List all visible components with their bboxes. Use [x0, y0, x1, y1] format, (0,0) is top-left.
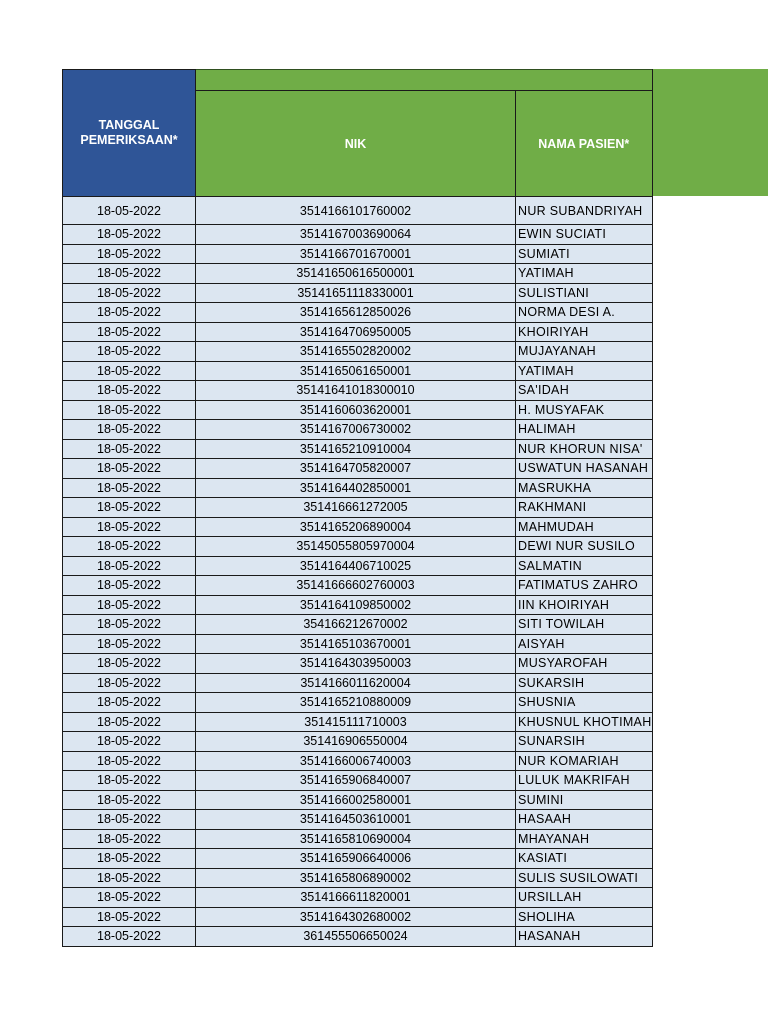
table-row — [63, 478, 653, 498]
table-row — [63, 907, 653, 927]
cell-nik: 3514164705820007 — [196, 459, 516, 479]
cell-nik: 3514165210910004 — [196, 439, 516, 459]
cell-date: 18-05-2022 — [63, 283, 196, 303]
cell-date: 18-05-2022 — [63, 634, 196, 654]
cell-date: 18-05-2022 — [63, 673, 196, 693]
cell-nik: 3514165612850026 — [196, 303, 516, 323]
cell-name: H. MUSYAFAK — [516, 400, 653, 420]
cell-name: SITI TOWILAH — [516, 615, 653, 635]
cell-date: 18-05-2022 — [63, 303, 196, 323]
cell-date: 18-05-2022 — [63, 810, 196, 830]
cell-nik: 3514166101760002 — [196, 197, 516, 225]
cell-name: NORMA DESI A. — [516, 303, 653, 323]
cell-date: 18-05-2022 — [63, 197, 196, 225]
cell-nik: 3514165061650001 — [196, 361, 516, 381]
table-row — [63, 517, 653, 537]
column-header-date: TANGGAL PEMERIKSAAN* — [63, 70, 196, 197]
cell-date: 18-05-2022 — [63, 732, 196, 752]
cell-name: IIN KHOIRIYAH — [516, 595, 653, 615]
cell-name: MASRUKHA — [516, 478, 653, 498]
cell-date: 18-05-2022 — [63, 927, 196, 947]
cell-nik: 3514164109850002 — [196, 595, 516, 615]
cell-nik: 3514166611820001 — [196, 888, 516, 908]
cell-nik: 3514164303950003 — [196, 654, 516, 674]
table-row — [63, 771, 653, 791]
table-row — [63, 654, 653, 674]
cell-date: 18-05-2022 — [63, 498, 196, 518]
table-row — [63, 381, 653, 401]
cell-nik: 3514160603620001 — [196, 400, 516, 420]
cell-date: 18-05-2022 — [63, 771, 196, 791]
cell-nik: 3514164402850001 — [196, 478, 516, 498]
cell-name: HASAAH — [516, 810, 653, 830]
cell-name: NUR KHORUN NISA' — [516, 439, 653, 459]
cell-date: 18-05-2022 — [63, 361, 196, 381]
table-row — [63, 615, 653, 635]
cell-name: USWATUN HASANAH — [516, 459, 653, 479]
cell-name: MHAYANAH — [516, 829, 653, 849]
table-row — [63, 888, 653, 908]
cell-nik: 351416661272005 — [196, 498, 516, 518]
cell-nik: 3514166006740003 — [196, 751, 516, 771]
cell-nik: 3514165210880009 — [196, 693, 516, 713]
cell-name: HALIMAH — [516, 420, 653, 440]
cell-name: SHOLIHA — [516, 907, 653, 927]
table-row — [63, 693, 653, 713]
cell-nik: 3514166701670001 — [196, 244, 516, 264]
cell-nik: 3514166011620004 — [196, 673, 516, 693]
table-row — [63, 225, 653, 245]
table-row — [63, 595, 653, 615]
table-row — [63, 439, 653, 459]
table-row — [63, 322, 653, 342]
cell-nik: 3514167006730002 — [196, 420, 516, 440]
cell-nik: 354166212670002 — [196, 615, 516, 635]
cell-date: 18-05-2022 — [63, 322, 196, 342]
cell-name: NUR KOMARIAH — [516, 751, 653, 771]
cell-date: 18-05-2022 — [63, 576, 196, 596]
cell-date: 18-05-2022 — [63, 420, 196, 440]
cell-date: 18-05-2022 — [63, 654, 196, 674]
table-row — [63, 400, 653, 420]
table-row — [63, 634, 653, 654]
cell-date: 18-05-2022 — [63, 381, 196, 401]
cell-nik: 361455506650024 — [196, 927, 516, 947]
cell-date: 18-05-2022 — [63, 244, 196, 264]
cell-nik: 35141641018300010 — [196, 381, 516, 401]
cell-name: SUNARSIH — [516, 732, 653, 752]
cell-date: 18-05-2022 — [63, 459, 196, 479]
cell-date: 18-05-2022 — [63, 868, 196, 888]
cell-nik: 3514164406710025 — [196, 556, 516, 576]
cell-nik: 3514165806890002 — [196, 868, 516, 888]
cell-date: 18-05-2022 — [63, 400, 196, 420]
cell-date: 18-05-2022 — [63, 517, 196, 537]
cell-name: MUSYAROFAH — [516, 654, 653, 674]
table-row — [63, 810, 653, 830]
table-row — [63, 556, 653, 576]
cell-name: SULISTIANI — [516, 283, 653, 303]
cell-nik: 35141650616500001 — [196, 264, 516, 284]
table-row — [63, 197, 653, 225]
table-row — [63, 868, 653, 888]
cell-name: URSILLAH — [516, 888, 653, 908]
table-row — [63, 576, 653, 596]
cell-date: 18-05-2022 — [63, 595, 196, 615]
cell-name: MUJAYANAH — [516, 342, 653, 362]
cell-name: KASIATI — [516, 849, 653, 869]
table-row — [63, 537, 653, 557]
cell-nik: 3514165206890004 — [196, 517, 516, 537]
cell-name: SA'IDAH — [516, 381, 653, 401]
cell-date: 18-05-2022 — [63, 712, 196, 732]
table-row — [63, 264, 653, 284]
table-row — [63, 498, 653, 518]
cell-nik: 35145055805970004 — [196, 537, 516, 557]
cell-name: SALMATIN — [516, 556, 653, 576]
cell-date: 18-05-2022 — [63, 537, 196, 557]
cell-name: SUKARSIH — [516, 673, 653, 693]
cell-date: 18-05-2022 — [63, 907, 196, 927]
cell-name: SHUSNIA — [516, 693, 653, 713]
cell-name: HASANAH — [516, 927, 653, 947]
table-row — [63, 342, 653, 362]
cell-nik: 3514164706950005 — [196, 322, 516, 342]
cell-name: EWIN SUCIATI — [516, 225, 653, 245]
cell-date: 18-05-2022 — [63, 556, 196, 576]
cell-date: 18-05-2022 — [63, 751, 196, 771]
table-row — [63, 927, 653, 947]
table-row — [63, 361, 653, 381]
cell-date: 18-05-2022 — [63, 225, 196, 245]
cell-name: AISYAH — [516, 634, 653, 654]
table-row — [63, 790, 653, 810]
cell-date: 18-05-2022 — [63, 888, 196, 908]
table-row — [63, 283, 653, 303]
cell-nik: 35141666602760003 — [196, 576, 516, 596]
cell-name: YATIMAH — [516, 361, 653, 381]
cell-date: 18-05-2022 — [63, 342, 196, 362]
cell-nik: 3514164503610001 — [196, 810, 516, 830]
table-row — [63, 849, 653, 869]
cell-name: SULIS SUSILOWATI — [516, 868, 653, 888]
cell-nik: 3514164302680002 — [196, 907, 516, 927]
table-row — [63, 673, 653, 693]
cell-name: FATIMATUS ZAHRO — [516, 576, 653, 596]
cell-date: 18-05-2022 — [63, 615, 196, 635]
cell-name: KHUSNUL KHOTIMAH — [516, 712, 653, 732]
table-row — [63, 244, 653, 264]
cell-name: MAHMUDAH — [516, 517, 653, 537]
column-header-name: NAMA PASIEN* — [516, 91, 653, 197]
table-row — [63, 712, 653, 732]
cell-date: 18-05-2022 — [63, 439, 196, 459]
cell-name: YATIMAH — [516, 264, 653, 284]
table-body — [63, 197, 653, 947]
cell-date: 18-05-2022 — [63, 849, 196, 869]
table-row — [63, 459, 653, 479]
cell-date: 18-05-2022 — [63, 478, 196, 498]
cell-date: 18-05-2022 — [63, 790, 196, 810]
column-header-nik: NIK — [196, 91, 516, 197]
cell-date: 18-05-2022 — [63, 693, 196, 713]
table-row — [63, 303, 653, 323]
table-row — [63, 420, 653, 440]
cell-nik: 3514167003690064 — [196, 225, 516, 245]
cell-name: SUMIATI — [516, 244, 653, 264]
cell-nik: 3514165906640006 — [196, 849, 516, 869]
cell-nik: 3514165906840007 — [196, 771, 516, 791]
header-band-right — [650, 69, 768, 196]
cell-nik: 3514166002580001 — [196, 790, 516, 810]
cell-nik: 3514165502820002 — [196, 342, 516, 362]
cell-name: SUMINI — [516, 790, 653, 810]
table-row — [63, 732, 653, 752]
cell-nik: 351416906550004 — [196, 732, 516, 752]
cell-name: NUR SUBANDRIYAH — [516, 197, 653, 225]
patient-table — [62, 69, 653, 947]
cell-name: KHOIRIYAH — [516, 322, 653, 342]
cell-date: 18-05-2022 — [63, 829, 196, 849]
cell-name: LULUK MAKRIFAH — [516, 771, 653, 791]
cell-nik: 3514165810690004 — [196, 829, 516, 849]
cell-nik: 35141651118330001 — [196, 283, 516, 303]
cell-nik: 351415111710003 — [196, 712, 516, 732]
cell-name: RAKHMANI — [516, 498, 653, 518]
table-row — [63, 829, 653, 849]
cell-date: 18-05-2022 — [63, 264, 196, 284]
header-spacer — [196, 70, 653, 91]
cell-nik: 3514165103670001 — [196, 634, 516, 654]
cell-name: DEWI NUR SUSILO — [516, 537, 653, 557]
table-row — [63, 751, 653, 771]
